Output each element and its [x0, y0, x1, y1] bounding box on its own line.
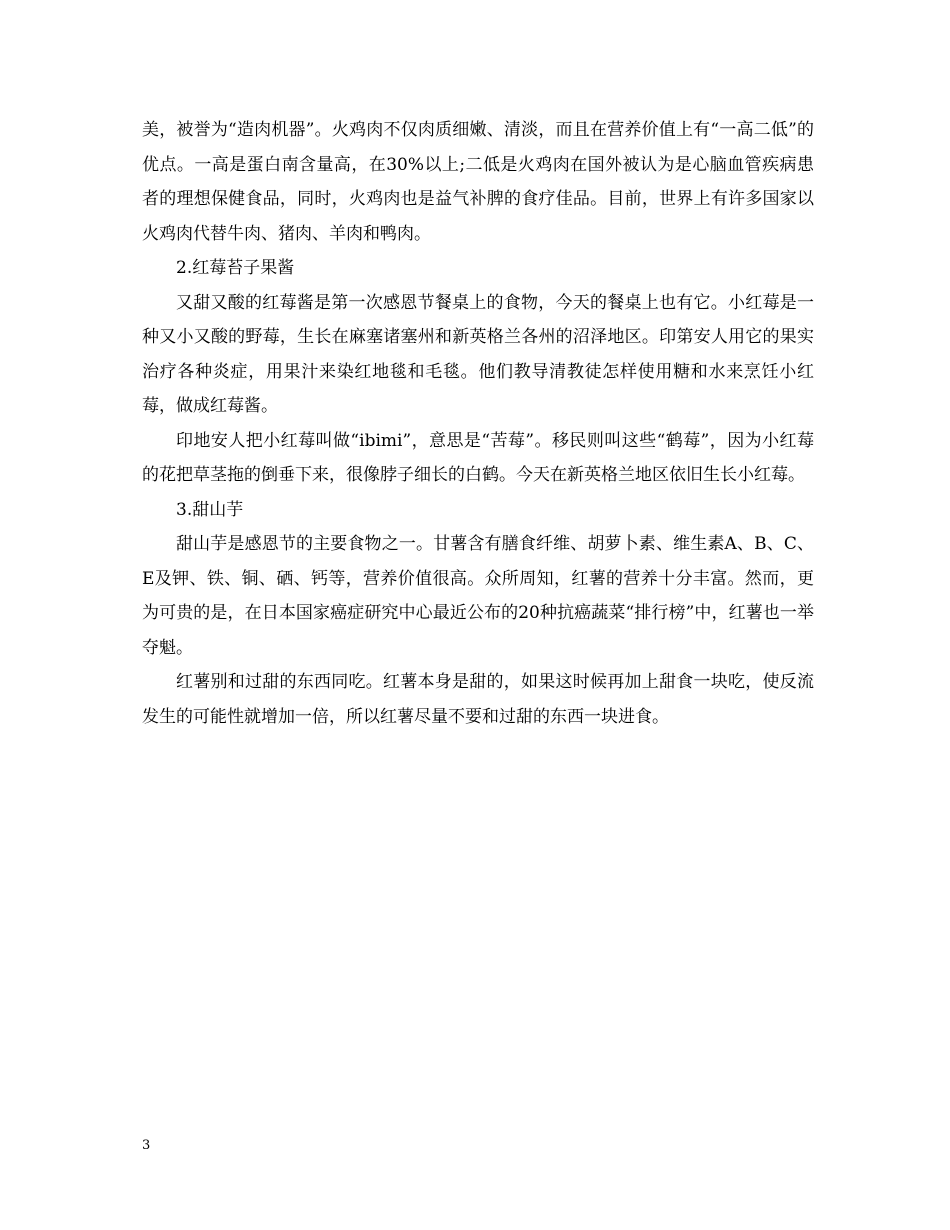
paragraph-sweet-potato-advice: 红薯别和过甜的东西同吃。红薯本身是甜的，如果这时候再加上甜食一块吃，使反流发生的可能性就增加一倍，所以红薯尽量不要和过甜的东西一块进食。 — [142, 672, 814, 727]
page-number: 3 — [142, 1138, 151, 1153]
heading-sweet-potato: 3.甜山芋 — [176, 499, 244, 520]
document-body — [142, 113, 814, 734]
paragraph-sweet-potato: 甜山芋是感恩节的主要食物之一。甘薯含有膳食纤维、胡萝卜素、维生素A、B、C、E及钾、铁、铜、硒、钙等，营养价值很高。众所周知，红薯的营养十分丰富。然而，更为可贵的是，在日本国家癌症研究中心最近公布的20种抗癌蔬菜“排行榜”中，红薯也一举夺魁。 — [142, 534, 814, 658]
heading-cranberry-sauce: 2.红莓苔子果酱 — [176, 258, 295, 278]
paragraph-turkey-continued: 美，被誉为“造肉机器”。火鸡肉不仅肉质细嫩、清淡，而且在营养价值上有“一高二低”的优点。一高是蛋白南含量高，在30%以上;二低是火鸡肉在国外被认为是心脑血管疾病患者的理想保健食品，同时，火鸡肉也是益气补脾的食疗佳品。目前，世界上有许多国家以火鸡肉代替牛肉、猪肉、羊肉和鸭肉。 — [142, 120, 814, 244]
paragraph-cranberry-sauce: 又甜又酸的红莓酱是第一次感恩节餐桌上的食物，今天的餐桌上也有它。小红莓是一种又小又酸的野莓，生长在麻塞诸塞州和新英格兰各州的沼泽地区。印第安人用它的果实治疗各种炎症，用果汁来染红地毯和毛毯。他们教导清教徒怎样使用糖和水来烹饪小红莓，做成红莓酱。 — [142, 292, 814, 416]
paragraph-cranberry-name: 印地安人把小红莓叫做“ibimi”，意思是“苦莓”。移民则叫这些“鹤莓”，因为小红莓的花把草茎拖的倒垂下来，很像脖子细长的白鹤。今天在新英格兰地区依旧生长小红莓。 — [142, 430, 814, 485]
